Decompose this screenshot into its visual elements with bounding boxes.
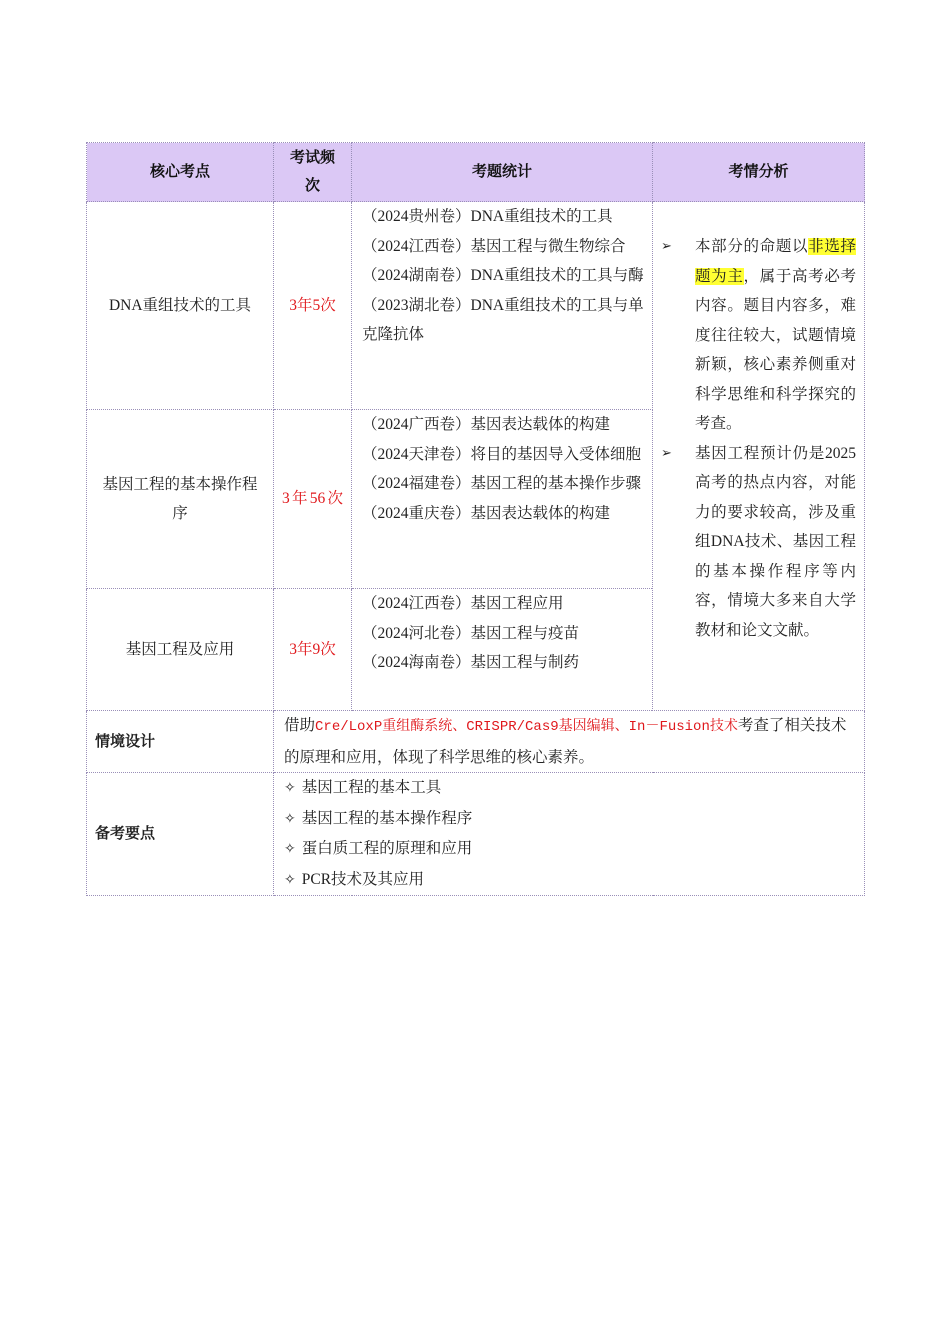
analysis-cell: [653, 202, 865, 711]
topic-cell: DNA重组技术的工具: [87, 202, 274, 410]
list-item: ✧ 基因工程的基本工具: [284, 779, 442, 796]
exam-item: （2024湖南卷）DNA重组技术的工具与酶: [362, 267, 644, 284]
exam-item: （2024贵州卷）DNA重组技术的工具: [362, 208, 613, 225]
analysis-text: 本部分的命题以非选择题为主，属于高考必考内容。题目内容多，难度往往较大，试题情境新颖，核心素养侧重对科学思维和科学探究的考查。: [695, 238, 856, 432]
exam-item: （2024海南卷）基因工程与制药: [362, 654, 580, 671]
arrow-bullet-icon: ➢: [661, 239, 672, 254]
exam-item: （2024江西卷）基因工程应用: [362, 595, 564, 612]
exam-item: （2024江西卷）基因工程与微生物综合: [362, 237, 626, 255]
frequency-cell: 3年5次: [274, 202, 352, 410]
header-stats: 考题统计: [352, 143, 653, 202]
exam-item: （2024福建卷）基因工程的基本操作步骤: [362, 475, 642, 492]
exam-analysis-table-wrapper: [86, 142, 864, 896]
exam-analysis-table: [86, 142, 865, 896]
header-analysis: 考情分析: [653, 143, 865, 202]
exam-item: （2024重庆卷）基因表达载体的构建: [362, 504, 611, 522]
list-item: ✧ 蛋白质工程的原理和应用: [284, 840, 473, 857]
prep-list: [274, 773, 865, 896]
diamond-bullet-icon: ✧: [284, 780, 296, 796]
exam-item: （2023湖北卷）DNA重组技术的工具与单克隆抗体: [362, 296, 644, 343]
exam-item: （2024河北卷）基因工程与疫苗: [362, 624, 580, 642]
topic-cell: 基因工程的基本操作程序: [87, 410, 274, 589]
exam-list-cell: [352, 589, 653, 711]
scenario-label: 情境设计: [87, 711, 274, 773]
analysis-bullet: [661, 232, 856, 439]
diamond-bullet-icon: ✧: [284, 871, 296, 888]
scenario-text: 借助Cre/LoxP重组酶系统、CRISPR/Cas9基因编辑、In－Fusion技术考查了相关技术的原理和应用，体现了科学思维的核心素养。: [274, 711, 865, 773]
highlighted-text: 非选择题为主: [695, 238, 856, 285]
list-item: ✧ 基因工程的基本操作程序: [284, 809, 473, 827]
arrow-bullet-icon: ➢: [661, 445, 672, 461]
list-item: ✧ PCR技术及其应用: [284, 870, 425, 888]
frequency-cell: 3年56次: [274, 410, 352, 589]
exam-list-cell: [352, 410, 653, 589]
prep-row: [87, 773, 865, 896]
exam-item: （2024广西卷）基因表达载体的构建: [362, 416, 611, 433]
scenario-techniques: Cre/LoxP重组酶系统、CRISPR/Cas9基因编辑、In－Fusion技术: [315, 719, 738, 735]
prep-label: 备考要点: [87, 773, 274, 896]
exam-list-cell: [352, 202, 653, 410]
frequency-cell: 3年9次: [274, 589, 352, 711]
analysis-bullet: [661, 439, 856, 646]
header-frequency: 考试频次: [274, 143, 352, 202]
header-row: [87, 143, 865, 202]
header-topic: 核心考点: [87, 143, 274, 202]
diamond-bullet-icon: ✧: [284, 841, 296, 857]
diamond-bullet-icon: ✧: [284, 810, 296, 827]
exam-item: （2024天津卷）将目的基因导入受体细胞: [362, 445, 642, 463]
analysis-text: 基因工程预计仍是2025高考的热点内容，对能力的要求较高，涉及重组DNA技术、基因工程的基本操作程序等内容，情境大多来自大学教材和论文文献。: [695, 444, 856, 639]
scenario-row: [87, 711, 865, 773]
topic-cell: 基因工程及应用: [87, 589, 274, 711]
table-row: [87, 202, 865, 410]
